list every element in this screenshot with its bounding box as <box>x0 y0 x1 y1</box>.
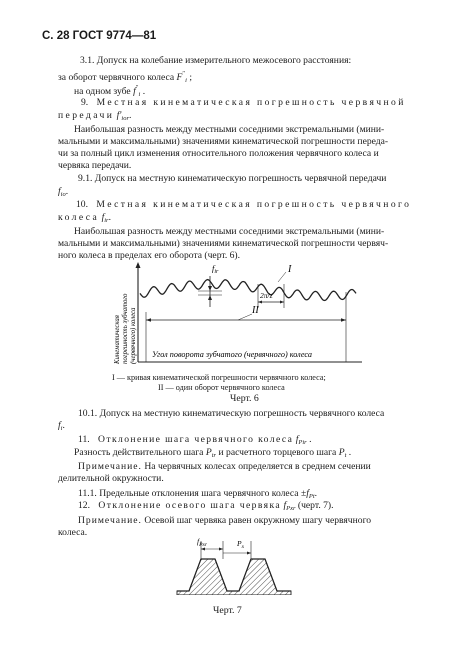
para-11-title: 11. Отклонение шага червячного колеса $f_{Pir}$ . <box>78 434 312 446</box>
fig6-label-II: II <box>252 305 259 316</box>
para-12-note-line1: Примечание. Осевой шаг червяка равен окружному шагу червячного <box>78 515 372 526</box>
para-9-1-line1: 9.1. Допуск на местную кинематическую погрешность червячной передачи <box>78 173 387 184</box>
fig7-label-px: $P_x$ <box>237 539 245 550</box>
fig6-legend-2: II — один оборот червячного колеса <box>158 383 285 392</box>
para-10-1-line1: 10.1. Допуск на местную кинематическую погрешность червячного колеса <box>78 408 385 419</box>
fig6-label-I: I <box>288 264 292 275</box>
fig7-caption: Черт. 7 <box>213 605 242 616</box>
para-3-1-line3: на одном зубе $f''_i$ . <box>74 84 146 98</box>
para-11-def: Разность действительного шага $P_{tr}$ и расчетного торцевого шага $P_t$ . <box>74 447 352 459</box>
fig6-y-label-1: Кинематическая <box>114 315 121 364</box>
para-9-def-line2: мальными и максимальными) значениями кинематической погрешности переда- <box>58 136 389 147</box>
para-3-1-line2: за оборот червячного колеса $F''_i$ ; <box>58 70 192 84</box>
fig7-label-fpxr: $f_{Pxr}$ <box>197 537 208 548</box>
fig6-y-label-2: погрешность зубчатого <box>122 293 129 364</box>
para-10-def-line1: Наибольшая разность между местными соседними экстремальными (мини- <box>74 226 385 237</box>
para-11-note-line2: делительной окружности. <box>58 473 164 484</box>
para-9-title-line1: 9. Местная кинематическая погрешность червячной <box>81 97 406 108</box>
para-9-title-line2: передачи $f'_{iоr}$. <box>58 110 132 122</box>
fig6-x-label: Угол поворота зубчатого (червячного) колеса <box>152 350 312 359</box>
para-12-title: 12. Отклонение осевого шага червяка $f_{Pxr}$ (черт. 7). <box>78 500 334 512</box>
para-9-def-line4: червяка передачи. <box>58 160 132 171</box>
para-11-note-line1: Примечание. На червячных колесах определяется в среднем сечении <box>78 461 371 472</box>
fig6-legend-1: I — кривая кинематической погрешности червячного колеса; <box>112 373 326 382</box>
fig6-label-period: 2π/z <box>260 291 273 300</box>
para-12-note-line2: колеса. <box>58 527 88 538</box>
figure-6 <box>110 262 370 372</box>
para-10-title-line2: колеса $f_{ir}$. <box>58 212 111 224</box>
fig6-error-curve <box>140 280 356 301</box>
para-9-def-line1: Наибольшая разность между местными соседними экстремальными (мини- <box>74 124 385 135</box>
fig6-label-fir: $f_{ir}$ <box>212 263 219 275</box>
para-9-1-line2: $f_{iо}$. <box>58 186 69 198</box>
fig6-caption: Черт. 6 <box>230 393 259 404</box>
para-10-title-line1: 10. Местная кинематическая погрешность червячного <box>76 199 412 210</box>
page-header: С. 28 ГОСТ 9774—81 <box>42 30 157 42</box>
para-10-def-line3: ного колеса в пределах его оборота (черт. 6). <box>58 250 241 261</box>
para-10-1-line2: $f_i$. <box>58 420 65 432</box>
para-9-def-line3: чи за полный цикл изменения относительного положения червячного колеса и <box>58 148 379 159</box>
para-3-1-line1: 3.1. Допуск на колебание измерительного межосевого расстояния: <box>80 55 352 66</box>
figure-7 <box>175 535 295 595</box>
fig6-y-label-3: (червячного) колеса <box>130 307 137 364</box>
para-11-1: 11.1. Предельные отклонения шага червячного колеса $\pm f_{Pt}$. <box>78 488 318 500</box>
para-10-def-line2: мальными и максимальными) значениями кинематической погрешности червяч- <box>58 238 389 249</box>
